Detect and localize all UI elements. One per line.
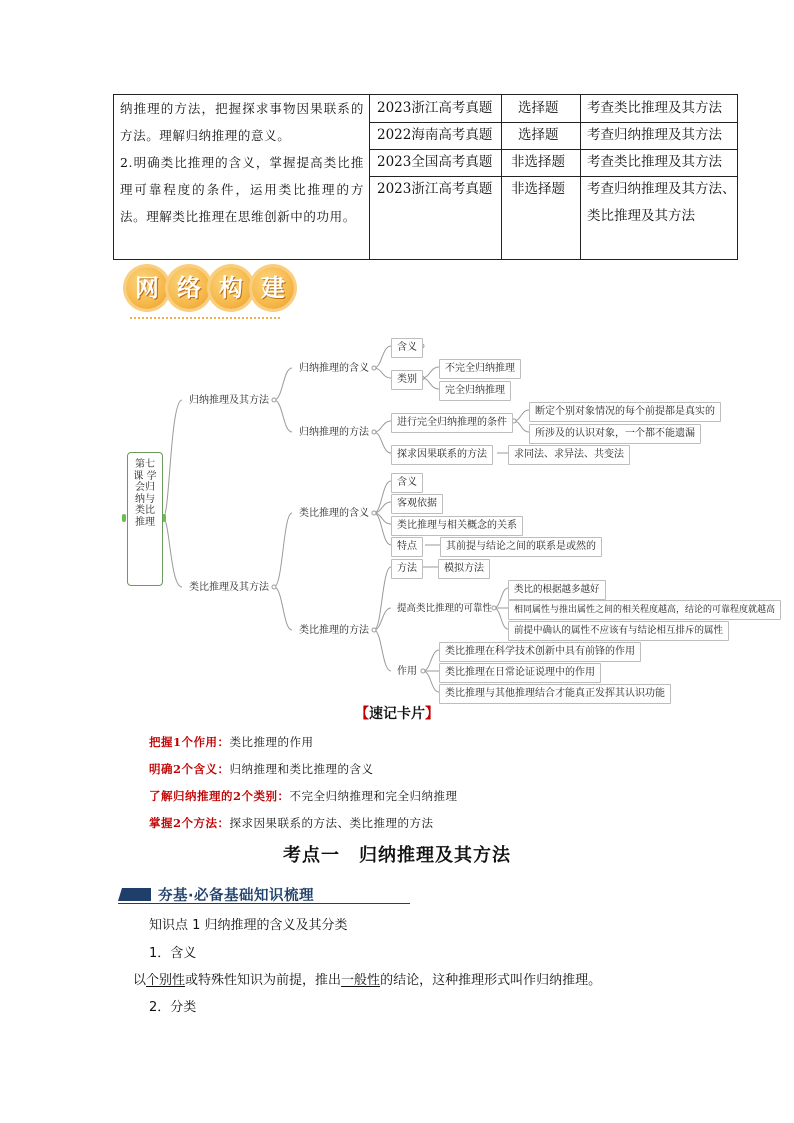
memory-line: 把握1个作用：类比推理的作用	[149, 735, 314, 749]
mm-node: 归纳推理及其方法	[189, 395, 269, 406]
table-cell: 考查归纳推理及其方法	[587, 127, 722, 143]
mm-node: 类比推理在科学技术创新中具有前锋的作用	[439, 642, 641, 662]
mm-node: 客观依据	[391, 494, 443, 514]
objective-line: 纳推理的方法，把握探求事物因果联系的方法。理解归纳推理的意义。	[120, 101, 364, 143]
mm-node: 提高类比推理的可靠性	[397, 603, 493, 614]
banner-char: 络	[168, 267, 210, 309]
mm-node: 归纳推理的方法	[299, 427, 369, 438]
mm-node: 类比推理与其他推理结合才能真正发挥其认识功能	[439, 684, 671, 704]
memory-card-title: 【速记卡片】	[355, 706, 439, 722]
mindmap-root-label: 第七课 学会归纳与类比推理	[133, 459, 157, 528]
table-cell: 选择题	[518, 127, 559, 143]
mm-node: 作用	[397, 666, 417, 677]
table-cell: 考查类比推理及其方法	[587, 154, 722, 170]
mm-node: 相同属性与推出属性之间的相关程度越高，结论的可靠程度就越高	[508, 600, 781, 620]
mm-node: 类比推理及其方法	[189, 582, 269, 593]
mm-node: 类比的根据越多越好	[508, 580, 606, 600]
mm-node: 含义	[391, 473, 423, 493]
banner-char: 构	[210, 267, 252, 309]
knowledge-bar-text: 夯基·必备基础知识梳理	[158, 888, 315, 904]
mindmap-root	[127, 452, 163, 586]
table-cell: 考查类比推理及其方法	[587, 100, 722, 116]
knowledge-point-heading: 知识点 1 归纳推理的含义及其分类	[149, 918, 348, 933]
mm-node: 类比推理的含义	[299, 508, 369, 519]
mm-node: 归纳推理的含义	[299, 363, 369, 374]
table-cell: 2023浙江高考真题	[377, 100, 493, 116]
memory-line: 明确2个含义：归纳推理和类比推理的含义	[149, 762, 374, 776]
objective-line: 2.明确类比推理的含义，掌握提高类比推理可靠程度的条件，运用类比推理的方法。理解类比推理在思维创新中的功用。	[120, 155, 364, 224]
mm-node: 探求因果联系的方法	[391, 445, 493, 465]
memory-line: 掌握2个方法：探求因果联系的方法、类比推理的方法	[149, 816, 434, 830]
table-cell: 2022海南高考真题	[377, 127, 493, 143]
mm-node: 其前提与结论之间的联系是或然的	[440, 537, 602, 557]
mm-node: 模拟方法	[438, 559, 490, 579]
mm-node: 进行完全归纳推理的条件	[391, 413, 513, 433]
subheading: 2．分类	[149, 1000, 197, 1015]
mm-node: 含义	[391, 338, 423, 358]
mm-node: 特点	[391, 537, 423, 557]
mm-node: 方法	[391, 559, 423, 579]
mm-node: 类比推理与相关概念的关系	[391, 516, 523, 536]
mm-node: 所涉及的认识对象，一个都不能遗漏	[529, 424, 701, 444]
knowledge-bar	[118, 884, 408, 906]
banner-char: 建	[252, 267, 294, 309]
mm-node: 不完全归纳推理	[439, 359, 521, 379]
mm-node: 类比推理在日常论证说理中的作用	[439, 663, 601, 683]
table-cell: 选择题	[518, 100, 559, 116]
table-cell: 非选择题	[511, 154, 565, 170]
table-cell: 非选择题	[511, 181, 565, 197]
mm-node: 类比推理的方法	[299, 625, 369, 636]
banner-char: 网	[126, 267, 168, 309]
mm-node: 前提中确认的属性不应该有与结论相互排斥的属性	[508, 621, 729, 641]
paragraph: 以个别性或特殊性知识为前提，推出一般性的结论，这种推理形式叫作归纳推理。	[133, 973, 602, 988]
mm-node: 类别	[391, 370, 423, 390]
section-title: 考点一 归纳推理及其方法	[283, 845, 511, 866]
memory-line: 了解归纳推理的2个类别：不完全归纳推理和完全归纳推理	[149, 789, 458, 803]
table-cell: 2023全国高考真题	[377, 154, 493, 170]
mm-node: 完全归纳推理	[439, 381, 511, 401]
mm-node: 求同法、求异法、共变法	[508, 445, 630, 465]
mm-node: 断定个别对象情况的每个前提都是真实的	[529, 402, 721, 422]
table-cell: 2023浙江高考真题	[377, 181, 493, 197]
subheading: 1．含义	[149, 946, 197, 961]
table-cell: 考查归纳推理及其方法、类比推理及其方法	[587, 181, 736, 224]
